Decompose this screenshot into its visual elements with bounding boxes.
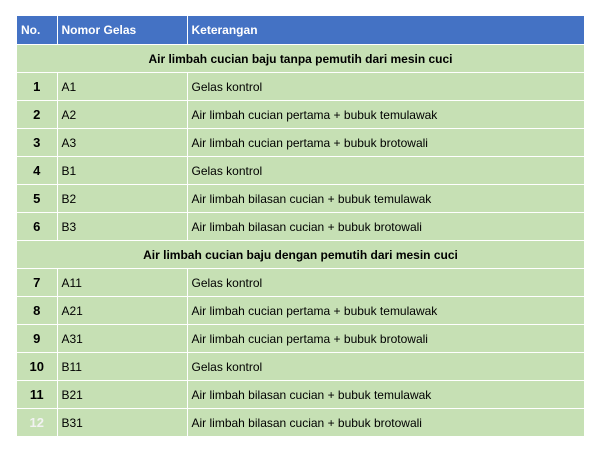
row-number: 12	[17, 409, 57, 437]
table-row	[17, 381, 584, 409]
description: Gelas kontrol	[187, 353, 584, 381]
table-row	[17, 73, 584, 101]
glass-number: B2	[57, 185, 187, 213]
description: Air limbah cucian pertama + bubuk temulawak	[187, 101, 584, 129]
data-table	[17, 16, 584, 437]
description: Gelas kontrol	[187, 73, 584, 101]
glass-number: B31	[57, 409, 187, 437]
row-number: 6	[17, 213, 57, 241]
glass-number: A1	[57, 73, 187, 101]
description: Gelas kontrol	[187, 157, 584, 185]
row-number: 7	[17, 269, 57, 297]
table-row	[17, 325, 584, 353]
table-row	[17, 101, 584, 129]
description: Air limbah bilasan cucian + bubuk brotowali	[187, 213, 584, 241]
glass-number: A11	[57, 269, 187, 297]
table-row	[17, 269, 584, 297]
row-number: 10	[17, 353, 57, 381]
header-keterangan: Keterangan	[187, 16, 584, 45]
description: Air limbah cucian pertama + bubuk brotowali	[187, 325, 584, 353]
row-number: 11	[17, 381, 57, 409]
glass-number: A31	[57, 325, 187, 353]
table-row	[17, 297, 584, 325]
description: Air limbah cucian pertama + bubuk brotowali	[187, 129, 584, 157]
header-nomor-gelas: Nomor Gelas	[57, 16, 187, 45]
row-number: 9	[17, 325, 57, 353]
glass-number: B21	[57, 381, 187, 409]
section-title: Air limbah cucian baju tanpa pemutih dari mesin cuci	[17, 45, 584, 73]
row-number: 4	[17, 157, 57, 185]
description: Air limbah bilasan cucian + bubuk temulawak	[187, 185, 584, 213]
description: Gelas kontrol	[187, 269, 584, 297]
glass-number: A21	[57, 297, 187, 325]
glass-number: B11	[57, 353, 187, 381]
section-row	[17, 45, 584, 73]
table-row	[17, 129, 584, 157]
header-no: No.	[17, 16, 57, 45]
glass-number: A3	[57, 129, 187, 157]
table-row	[17, 157, 584, 185]
glass-number: B1	[57, 157, 187, 185]
description: Air limbah bilasan cucian + bubuk temulawak	[187, 381, 584, 409]
row-number: 1	[17, 73, 57, 101]
table-row	[17, 185, 584, 213]
header-row	[17, 16, 584, 45]
table-row	[17, 353, 584, 381]
glass-number: B3	[57, 213, 187, 241]
row-number: 5	[17, 185, 57, 213]
section-title: Air limbah cucian baju dengan pemutih dari mesin cuci	[17, 241, 584, 269]
row-number: 8	[17, 297, 57, 325]
section-row	[17, 241, 584, 269]
table-row	[17, 213, 584, 241]
row-number: 2	[17, 101, 57, 129]
description: Air limbah bilasan cucian + bubuk brotowali	[187, 409, 584, 437]
description: Air limbah cucian pertama + bubuk temulawak	[187, 297, 584, 325]
row-number: 3	[17, 129, 57, 157]
glass-number: A2	[57, 101, 187, 129]
table-row	[17, 409, 584, 437]
